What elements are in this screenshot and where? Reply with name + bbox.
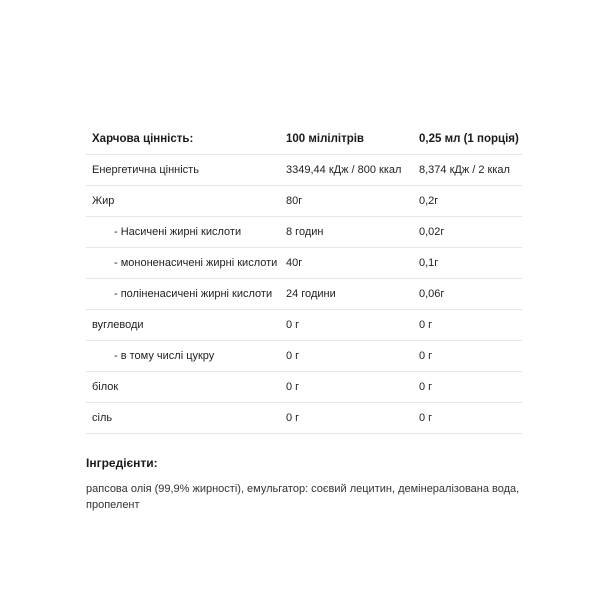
nutrient-per-serving: 8,374 кДж / 2 ккал xyxy=(413,155,522,186)
table-row xyxy=(86,186,522,217)
ingredients-text: рапсова олія (99,9% жирності), емульгатор: соєвий лецитин, демінералізована вода, пропелент xyxy=(86,483,520,511)
nutrient-name: - поліненасичені жирні кислоти xyxy=(86,279,280,310)
nutrition-table xyxy=(86,124,522,434)
nutrient-name: - мононенасичені жирні кислоти xyxy=(86,248,280,279)
nutrient-name: - в тому числі цукру xyxy=(86,341,280,372)
nutrient-name: вуглеводи xyxy=(86,310,280,341)
nutrient-per-serving: 0 г xyxy=(413,341,522,372)
nutrient-per-100ml: 0 г xyxy=(280,310,413,341)
ingredients-section xyxy=(86,456,522,513)
nutrient-per-100ml: 0 г xyxy=(280,403,413,434)
header-per-serving: 0,25 мл (1 порція) xyxy=(413,124,522,155)
nutrient-per-100ml: 8 годин xyxy=(280,217,413,248)
nutrient-per-100ml: 80г xyxy=(280,186,413,217)
nutrient-per-100ml: 3349,44 кДж / 800 ккал xyxy=(280,155,413,186)
nutrition-header-row xyxy=(86,124,522,155)
nutrient-per-100ml: 24 години xyxy=(280,279,413,310)
nutrient-name: білок xyxy=(86,372,280,403)
nutrient-per-100ml: 0 г xyxy=(280,341,413,372)
nutrient-per-100ml: 40г xyxy=(280,248,413,279)
ingredients-title: Інгредієнти: xyxy=(86,456,158,470)
nutrient-per-serving: 0,02г xyxy=(413,217,522,248)
nutrient-name: Жир xyxy=(86,186,280,217)
table-row xyxy=(86,310,522,341)
nutrient-per-serving: 0,1г xyxy=(413,248,522,279)
table-row xyxy=(86,403,522,434)
nutrient-per-serving: 0,06г xyxy=(413,279,522,310)
nutrient-per-serving: 0 г xyxy=(413,403,522,434)
table-row xyxy=(86,341,522,372)
header-nutrient: Харчова цінність: xyxy=(86,124,280,155)
table-row xyxy=(86,217,522,248)
header-per-100ml: 100 мілілітрів xyxy=(280,124,413,155)
table-row xyxy=(86,248,522,279)
nutrient-per-serving: 0,2г xyxy=(413,186,522,217)
nutrient-per-100ml: 0 г xyxy=(280,372,413,403)
table-row xyxy=(86,155,522,186)
nutrient-name: Енергетична цінність xyxy=(86,155,280,186)
nutrient-per-serving: 0 г xyxy=(413,372,522,403)
nutrient-name: - Насичені жирні кислоти xyxy=(86,217,280,248)
nutrient-name: сіль xyxy=(86,403,280,434)
table-row xyxy=(86,372,522,403)
table-row xyxy=(86,279,522,310)
nutrition-panel xyxy=(86,124,522,513)
nutrient-per-serving: 0 г xyxy=(413,310,522,341)
